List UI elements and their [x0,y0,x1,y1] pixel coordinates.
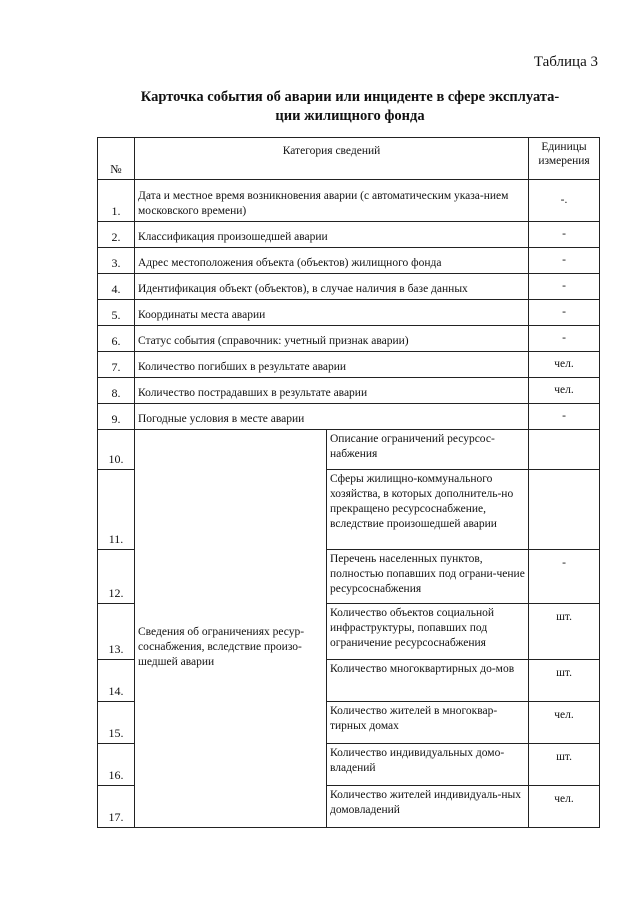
row-text: Количество индивидуальных домо-владений [327,744,529,786]
row-number: 5. [98,300,135,326]
row-text: Погодные условия в месте аварии [135,404,529,430]
table-row [98,430,600,470]
header-units-line-1: Единицы [541,141,587,153]
row-number: 7. [98,352,135,378]
row-unit: - [529,274,600,300]
table-row [98,352,600,378]
table-row [98,326,600,352]
row-text: Адрес местоположения объекта (объектов) жилищного фонда [135,248,529,274]
header-category: Категория сведений [135,138,529,180]
row-text: Описание ограничений ресурсос-набжения [327,430,529,470]
row-text: Количество многоквартирных до-мов [327,660,529,702]
row-text: Количество погибших в результате аварии [135,352,529,378]
row-number: 17. [98,786,135,828]
row-text: Статус события (справочник: учетный признак аварии) [135,326,529,352]
header-units [529,138,600,180]
row-number: 16. [98,744,135,786]
resource-restrictions-group-label: Сведения об ограничениях ресур-соснабжения, вследствие произо-шедшей аварии [135,430,327,828]
title-line-2: ции жилищного фонда [275,108,425,124]
row-unit: - [529,326,600,352]
row-number: 12. [98,550,135,604]
row-unit: шт. [529,660,600,702]
row-text: Количество жителей индивидуаль-ных домовладений [327,786,529,828]
event-card-table [97,137,600,828]
row-unit: - [529,300,600,326]
row-number: 9. [98,404,135,430]
table-row [98,274,600,300]
row-text: Количество объектов социальной инфраструктуры, попавших под ограничение ресурсоснабжения [327,604,529,660]
row-unit: - [529,550,600,604]
row-text: Сферы жилищно-коммунального хозяйства, в которых дополнитель-но прекращено ресурсоснабжение, вследствие произошедшей аварии [327,470,529,550]
row-unit: чел. [529,702,600,744]
row-unit: - [529,222,600,248]
row-unit: шт. [529,604,600,660]
table-row [98,222,600,248]
row-number: 2. [98,222,135,248]
row-number: 15. [98,702,135,744]
row-text: Идентификация объект (объектов), в случае наличия в базе данных [135,274,529,300]
title-line-1: Карточка события об аварии или инциденте в сфере эксплуата- [140,89,560,105]
row-number: 3. [98,248,135,274]
table-row [98,248,600,274]
table-header-row [98,138,600,180]
row-number: 13. [98,604,135,660]
row-number: 10. [98,430,135,470]
row-number: 11. [98,470,135,550]
row-unit: - [529,248,600,274]
row-number: 14. [98,660,135,702]
row-number: 4. [98,274,135,300]
row-unit: -. [529,180,600,222]
row-text: Количество пострадавших в результате аварии [135,378,529,404]
row-text: Количество жителей в многоквар-тирных домах [327,702,529,744]
row-text: Дата и местное время возникновения аварии (с автоматическим указа-нием московского времени) [135,180,529,222]
row-text: Координаты места аварии [135,300,529,326]
row-unit: чел. [529,786,600,828]
table-row [98,404,600,430]
row-unit: чел. [529,352,600,378]
header-units-line-2: измерения [538,155,590,167]
row-unit [529,430,600,470]
row-unit: шт. [529,744,600,786]
row-number: 6. [98,326,135,352]
row-text: Классификация произошедшей аварии [135,222,529,248]
document-title [90,88,610,126]
table-row [98,378,600,404]
row-unit [529,470,600,550]
row-text: Перечень населенных пунктов, полностью попавших под ограни-чение ресурсоснабжения [327,550,529,604]
table-row [98,180,600,222]
header-num: № [98,138,135,180]
row-number: 1. [98,180,135,222]
row-unit: чел. [529,378,600,404]
table-label: Таблица 3 [533,54,598,70]
row-number: 8. [98,378,135,404]
row-unit: - [529,404,600,430]
table-row [98,300,600,326]
